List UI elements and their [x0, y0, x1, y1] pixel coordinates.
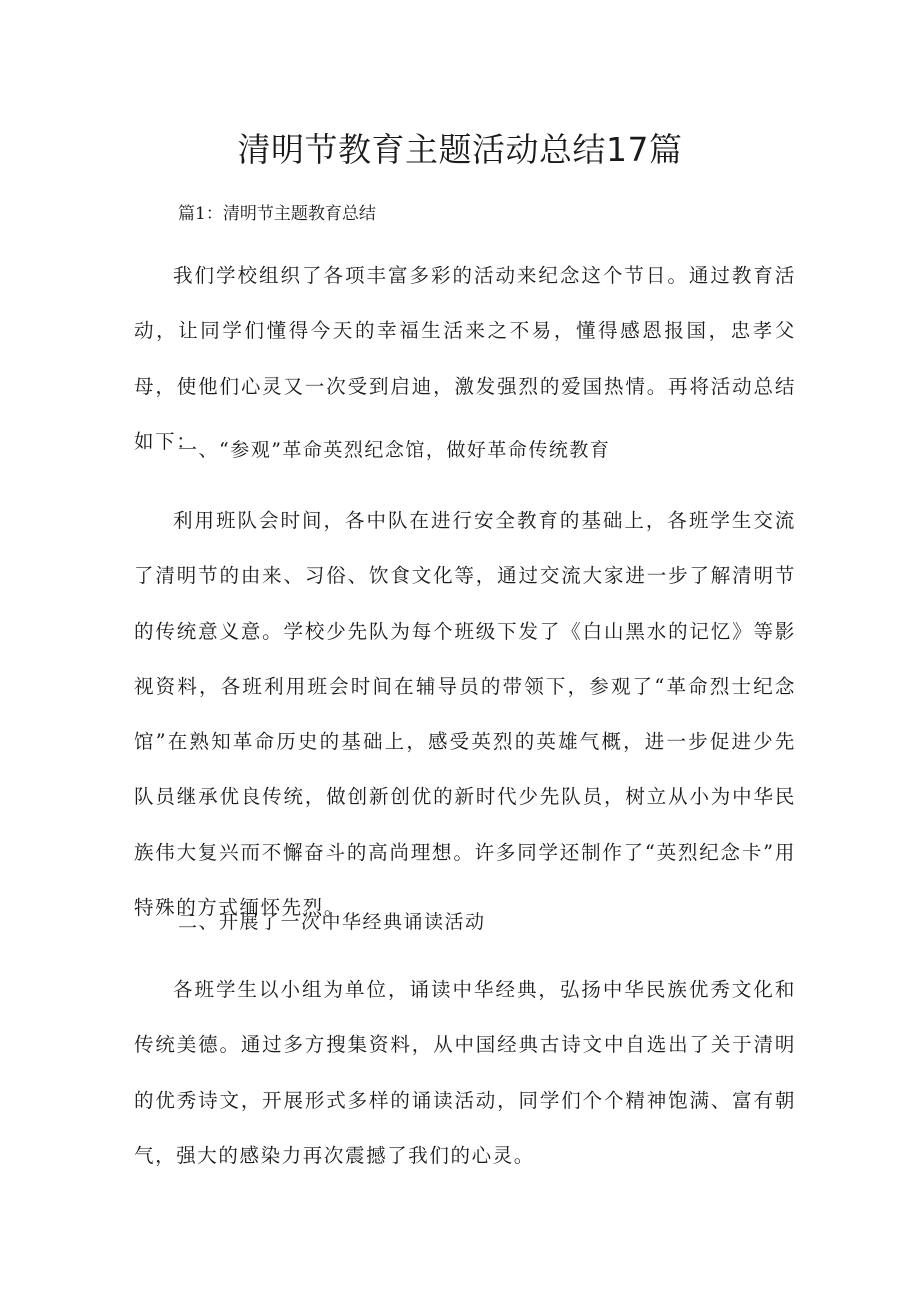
section-2-paragraph: 各班学生以小组为单位，诵读中华经典，弘扬中华民族优秀文化和传统美德。通过多方搜集资料，从中国经典古诗文中自选出了关于清明的优秀诗文，开展形式多样的诵读活动，同学们个个精神饱满、富有朝气，强大的感染力再次震撼了我们的心灵。 [134, 978, 796, 1167]
chapter-label: 篇1：清明节主题教育总结 [178, 204, 376, 224]
section-2-heading: 二、开展了一次中华经典诵读活动 [178, 911, 486, 933]
section-1-paragraph: 利用班队会时间，各中队在进行安全教育的基础上，各班学生交流了清明节的由来、习俗、饮食文化等，通过交流大家进一步了解清明节的传统意义意。学校少先队为每个班级下发了《白山黑水的记忆》等影视资料，各班利用班会时间在辅导员的带领下，参观了“革命烈士纪念馆”在熟知革命历史的基础上，感受英烈的英雄气概，进一步促进少先队员继承优良传统，做创新创优的新时代少先队员，树立从小为中华民族伟大复兴而不懈奋斗的高尚理想。许多同学还制作了“英烈纪念卡”用特殊的方式缅怀先烈。 [134, 509, 796, 920]
section-1-heading: 一、“参观”革命英烈纪念馆，做好革命传统教育 [178, 439, 611, 461]
intro-paragraph: 我们学校组织了各项丰富多彩的活动来纪念这个节日。通过教育活动，让同学们懂得今天的幸福生活来之不易，懂得感恩报国，忠孝父母，使他们心灵又一次受到启迪，激发强烈的爱国热情。再将活动总结如下： [134, 264, 796, 453]
document-title: 清明节教育主题活动总结17篇 [237, 130, 683, 169]
